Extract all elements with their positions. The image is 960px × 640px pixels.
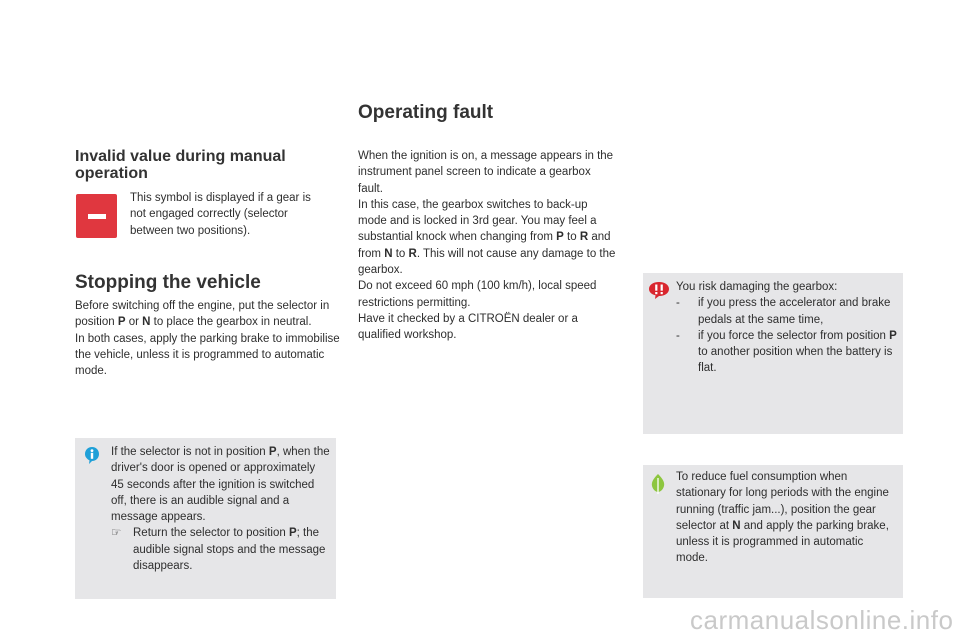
eco-leaf-icon <box>650 473 666 495</box>
symbol-description: This symbol is displayed if a gear is not engaged correctly (selector between two positions). <box>130 192 311 237</box>
operating-fault-heading: Operating fault <box>358 102 494 123</box>
fault-p2: In this case, the gearbox switches to back-up mode and is locked in 3rd gear. You may feel a substantial knock when changing from P to R and from N to R. This will not cause any damage to the gearbox. <box>358 198 616 277</box>
dash-bullet: - <box>676 297 680 310</box>
stopping-p2: In both cases, apply the parking brake to immobilise the vehicle, unless it is programmed to automatic mode. <box>75 332 340 378</box>
watermark: carmanualsonline.info <box>690 605 954 635</box>
fault-p4: Have it checked by a CITROËN dealer or a qualified workshop. <box>358 312 578 342</box>
warning-intro: You risk damaging the gearbox: <box>676 281 838 293</box>
invalid-heading-line1: Invalid value during manual <box>75 148 286 165</box>
invalid-value-heading <box>75 148 335 182</box>
fault-p3: Do not exceed 60 mph (100 km/h), local speed restrictions permitting. <box>358 280 597 309</box>
info-box <box>75 438 336 599</box>
eco-text: To reduce fuel consumption when stationary for long periods with the engine running (traffic jam...), position the gear selector at N and apply the parking brake, unless it is programmed in automatic mode. <box>676 471 889 565</box>
warning-text <box>676 279 898 377</box>
invalid-heading-line2: operation <box>75 165 148 182</box>
pointing-hand-icon: ☞ <box>111 527 122 540</box>
warning-item-1: - if you press the accelerator and brake pedals at the same time, <box>676 297 891 326</box>
fault-p1: When the ignition is on, a message appears in the instrument panel screen to indicate a gearbox fault. <box>358 150 614 195</box>
info-p1: If the selector is not in position P, when the driver's door is opened or approximately 45 seconds after the ignition is switched off, there is an audible signal and a message appears. <box>111 446 330 524</box>
warning-icon <box>648 281 670 299</box>
dash-bullet: - <box>676 329 680 342</box>
stopping-paragraph <box>75 298 340 379</box>
info-bullet: ☞ Return the selector to position P; the audible signal stops and the message disappears. <box>111 527 326 573</box>
dash-symbol-icon <box>88 214 106 219</box>
info-text <box>111 444 331 574</box>
info-icon <box>84 446 100 464</box>
operating-fault-text <box>358 148 616 344</box>
stopping-vehicle-heading: Stopping the vehicle <box>75 272 261 293</box>
eco-tip-box <box>643 465 903 598</box>
warning-item-2: - if you force the selector from position P to another position when the battery is flat. <box>676 329 897 375</box>
gear-fault-symbol <box>76 194 117 238</box>
stopping-p1: Before switching off the engine, put the selector in position P or N to place the gearbox in neutral. <box>75 300 330 329</box>
warning-box <box>643 273 903 434</box>
